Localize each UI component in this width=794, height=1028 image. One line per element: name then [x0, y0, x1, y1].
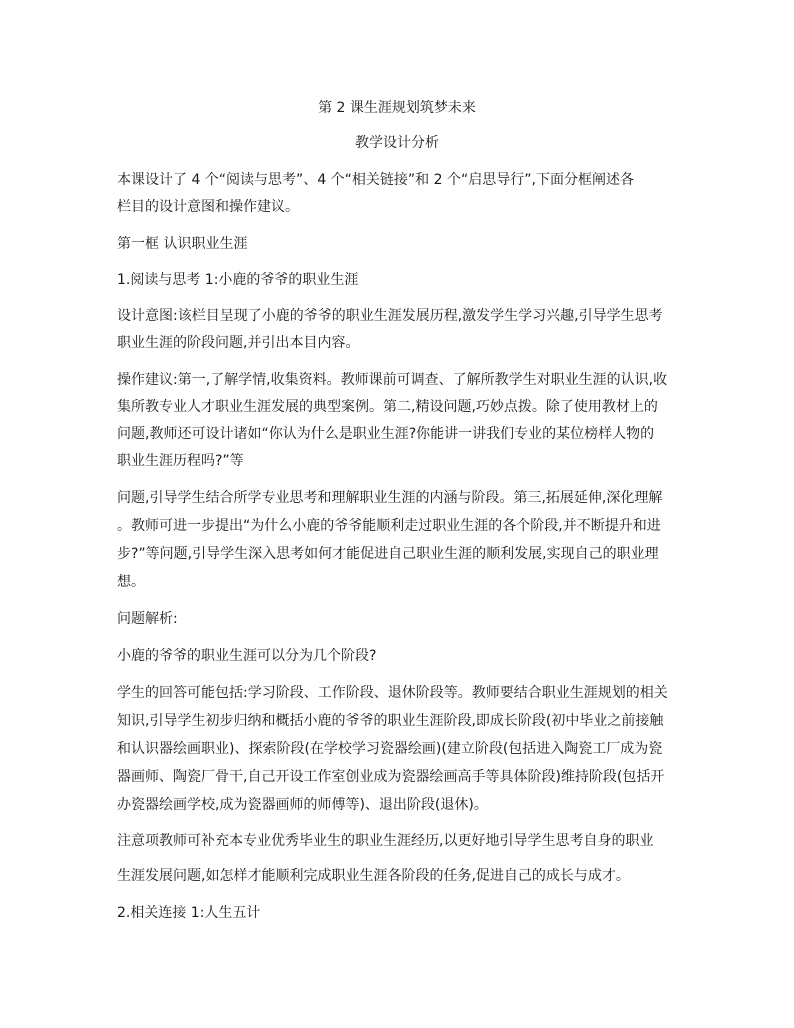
paragraph-line: 设计意图:该栏目呈现了小鹿的爷爷的职业生涯发展历程,激发学生学习兴趣,引导学生思考: [117, 308, 663, 324]
paragraph-line: 操作建议:第一,了解学情,收集资料。教师课前可调查、了解所教学生对职业生涯的认识,收: [117, 372, 668, 388]
paragraph-line: 问题,引导学生结合所学专业思考和理解职业生涯的内涵与阶段。第三,拓展延伸,深化理解: [117, 490, 663, 506]
document-subtitle: 教学设计分析: [355, 135, 439, 151]
paragraph-line: 。教师可进一步提出“为什么小鹿的爷爷能顺利走过职业生涯的各个阶段,并不断提升和进: [117, 518, 661, 534]
paragraph-line: 知识,引导学生初步归纳和概括小鹿的爷爷的职业生涯阶段,即成长阶段(初中毕业之前接触: [117, 713, 664, 729]
document-title: 第 2 课生涯规划筑梦未来: [318, 100, 476, 116]
paragraph-line: 和认识器绘画职业)、探索阶段(在学校学习瓷器绘画)(建立阶段(包括进入陶瓷工厂成为瓷: [117, 741, 663, 757]
paragraph-line: 办瓷器绘画学校,成为瓷器画师的师傅等)、退出阶段(退休)。: [117, 797, 488, 813]
paragraph-line: 栏目的设计意图和操作建议。: [117, 199, 299, 215]
paragraph-line: 本课设计了 4 个“阅读与思考”、4 个“相关链接”和 2 个“启思导行”,下面分框阐述各: [117, 172, 634, 188]
paragraph-line: 职业生涯的阶段问题,并引出本目内容。: [117, 335, 360, 351]
paragraph-line: 步?”等问题,引导学生深入思考如何才能促进自己职业生涯的顺利发展,实现自己的职业理: [117, 546, 659, 562]
subsection-heading: 2.相关连接 1:人生五计: [117, 905, 261, 921]
paragraph-line: 生涯发展问题,如怎样才能顺利完成职业生涯各阶段的任务,促进自己的成长与成才。: [117, 868, 630, 884]
paragraph-line: 注意项教师可补充本专业优秀毕业生的职业生涯经历,以更好地引导学生思考自身的职业: [117, 833, 654, 849]
paragraph-line: 职业生涯历程吗?”等: [117, 453, 244, 469]
subsection-heading: 1.阅读与思考 1:小鹿的爷爷的职业生涯: [117, 272, 359, 288]
paragraph-line: 学生的回答可能包括:学习阶段、工作阶段、退休阶段等。教师要结合职业生涯规划的相关: [117, 685, 668, 701]
paragraph-line: 想。: [117, 574, 145, 590]
paragraph-line: 器画师、陶瓷厂骨干,自己开设工作室创业成为瓷器绘画高手等具体阶段)维持阶段(包括开: [117, 769, 665, 785]
paragraph-line: 集所教专业人才职业生涯发展的典型案例。第二,精设问题,巧妙点拨。除了使用教材上的: [117, 399, 658, 415]
section-heading: 第一框 认识职业生涯: [117, 236, 248, 252]
question-line: 小鹿的爷爷的职业生涯可以分为几个阶段?: [117, 648, 377, 664]
paragraph-line: 问题,教师还可设计诸如“你认为什么是职业生涯?你能讲一讲我们专业的某位榜样人物的: [117, 426, 655, 442]
paragraph-line: 问题解析:: [117, 611, 178, 627]
